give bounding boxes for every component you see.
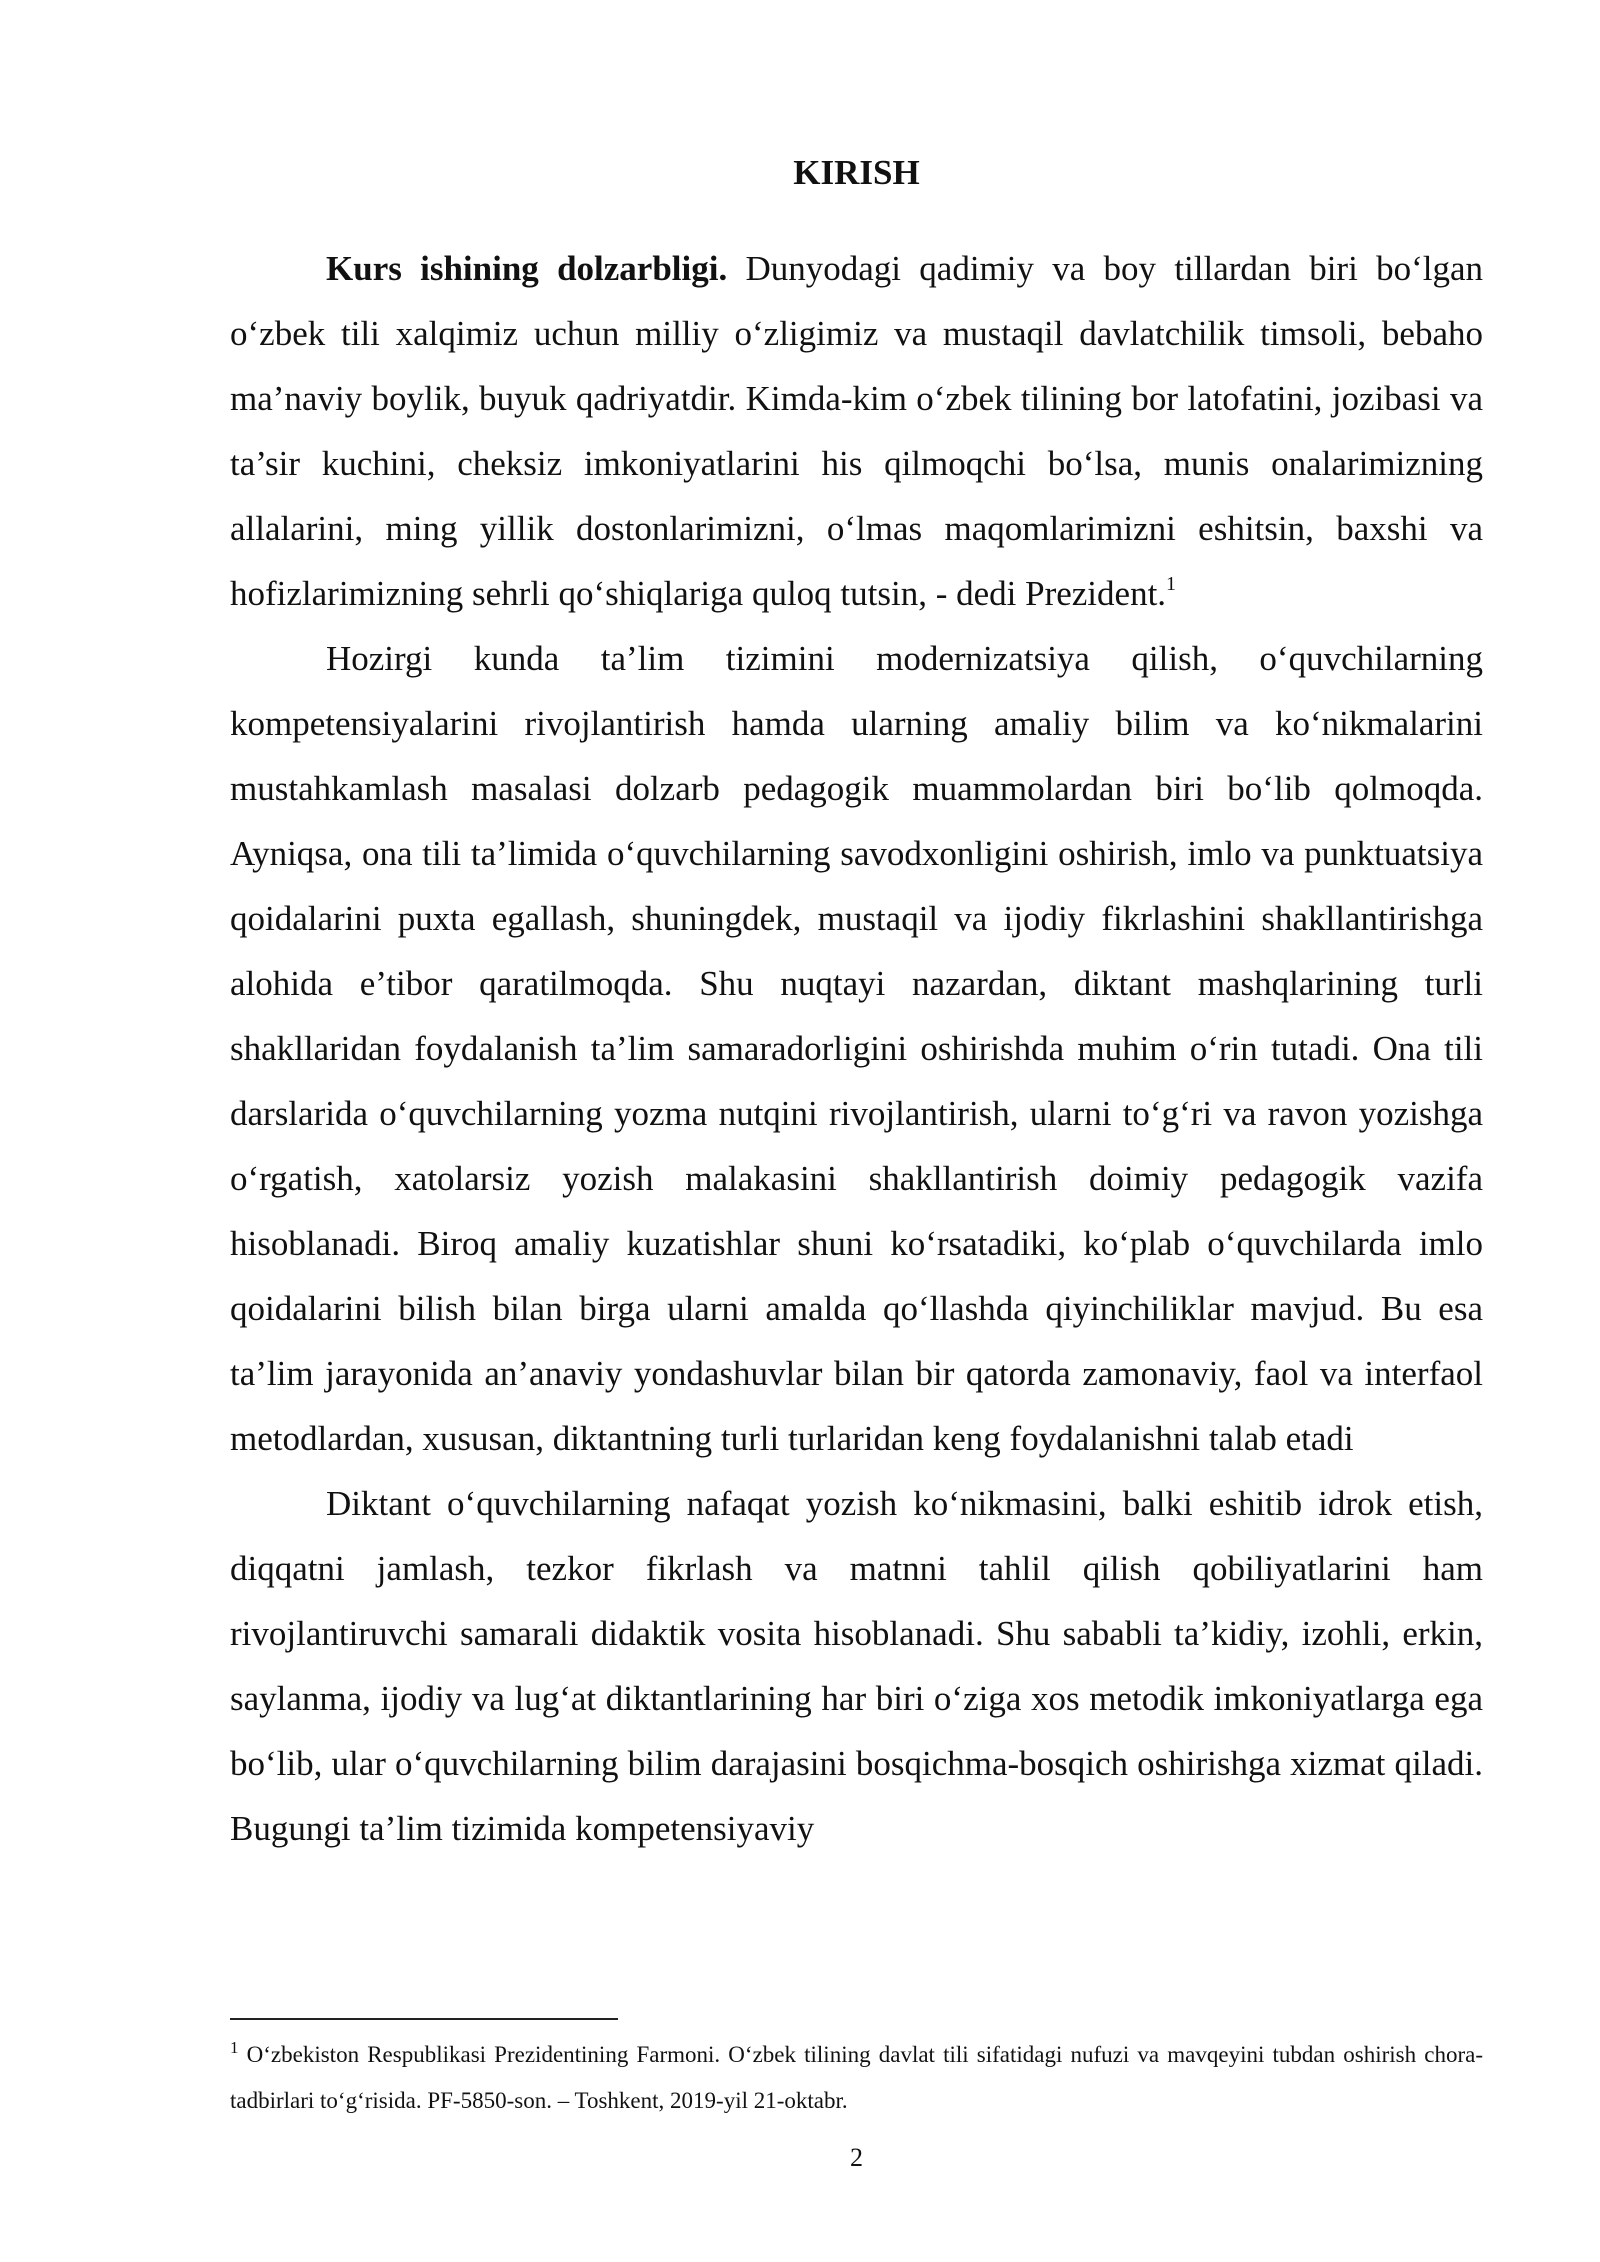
- paragraph-2: Hozirgi kunda ta’lim tizimini modernizatsiya qilish, o‘quvchilarning kompetensiyalarini rivojlantirish hamda ularning amaliy bilim va ko‘nikmalarini mustahkamlash masalasi dolzarb pedagogik muammolardan biri bo‘lib qolmoqda. Ayniqsa, ona tili ta’limida o‘quvchilarning savodxonligini oshirish, imlo va punktuatsiya qoidalarini puxta egallash, shuningdek, mustaqil va ijodiy fikrlashini shakllantirishga alohida e’tibor qaratilmoqda. Shu nuqtayi nazardan, diktant mashqlarining turli shakllaridan foydalanish ta’lim samaradorligini oshirishda muhim o‘rin tutadi. Ona tili darslarida o‘quvchilarning yozma nutqini rivojlantirish, ularni to‘g‘ri va ravon yozishga o‘rgatish, xatolarsiz yozish malakasini shakllantirish doimiy pedagogik vazifa hisoblanadi. Biroq amaliy kuzatishlar shuni ko‘rsatadiki, ko‘plab o‘quvchilarda imlo qoidalarini bilish bilan birga ularni amalda qo‘llashda qiyinchiliklar mavjud. Bu esa ta’lim jarayonida an’anaviy yondashuvlar bilan bir qatorda zamonaviy, faol va interfaol metodlardan, xususan, diktantning turli turlaridan keng foydalanishni talab etadi: [230, 639, 1483, 1458]
- footnote: [230, 2032, 1483, 2124]
- footnote-reference[interactable]: 1: [1166, 573, 1177, 595]
- paragraph-1: [230, 236, 1483, 626]
- footnote-text: O‘zbekiston Respublikasi Prezidentining Farmoni. O‘zbek tilining davlat tili sifatidagi nufuzi va mavqeyini tubdan oshirish chora-tadbirlari to‘g‘risida. PF-5850-son. – Toshkent, 2019-yil 21-oktabr.: [230, 2042, 1483, 2113]
- paragraph-lead: Kurs ishining dolzarbligi.: [326, 249, 728, 288]
- page-number: 2: [850, 2143, 863, 2172]
- paragraph-1-text: Dunyodagi qadimiy va boy tillardan biri bo‘lgan o‘zbek tili xalqimiz uchun milliy o‘zligimiz va mustaqil davlatchilik timsoli, bebaho ma’naviy boylik, buyuk qadriyatdir. Kimda-kim o‘zbek tilining bor latofatini, jozibasi va ta’sir kuchini, cheksiz imkoniyatlarini his qilmoqchi bo‘lsa, munis onalarimizning allalarini, ming yillik dostonlarimizni, o‘lmas maqomlarimizni eshitsin, baxshi va hofizlarimizning sehrli qo‘shiqlariga quloq tutsin, - dedi Prezident.: [230, 249, 1483, 613]
- page-heading: KIRISH: [793, 153, 920, 192]
- footnote-separator: [230, 2018, 618, 2020]
- paragraph-3: Diktant o‘quvchilarning nafaqat yozish ko‘nikmasini, balki eshitib idrok etish, diqqatni jamlash, tezkor fikrlash va matnni tahlil qilish qobiliyatlarini ham rivojlantiruvchi samarali didaktik vosita hisoblanadi. Shu sababli ta’kidiy, izohli, erkin, saylanma, ijodiy va lug‘at diktantlarining har biri o‘ziga xos metodik imkoniyatlarga ega bo‘lib, ular o‘quvchilarning bilim darajasini bosqichma-bosqich oshirishga xizmat qiladi. Bugungi ta’lim tizimida kompetensiyaviy: [230, 1484, 1483, 1848]
- footnote-marker: 1: [230, 2038, 239, 2057]
- body-text: [230, 236, 1483, 1861]
